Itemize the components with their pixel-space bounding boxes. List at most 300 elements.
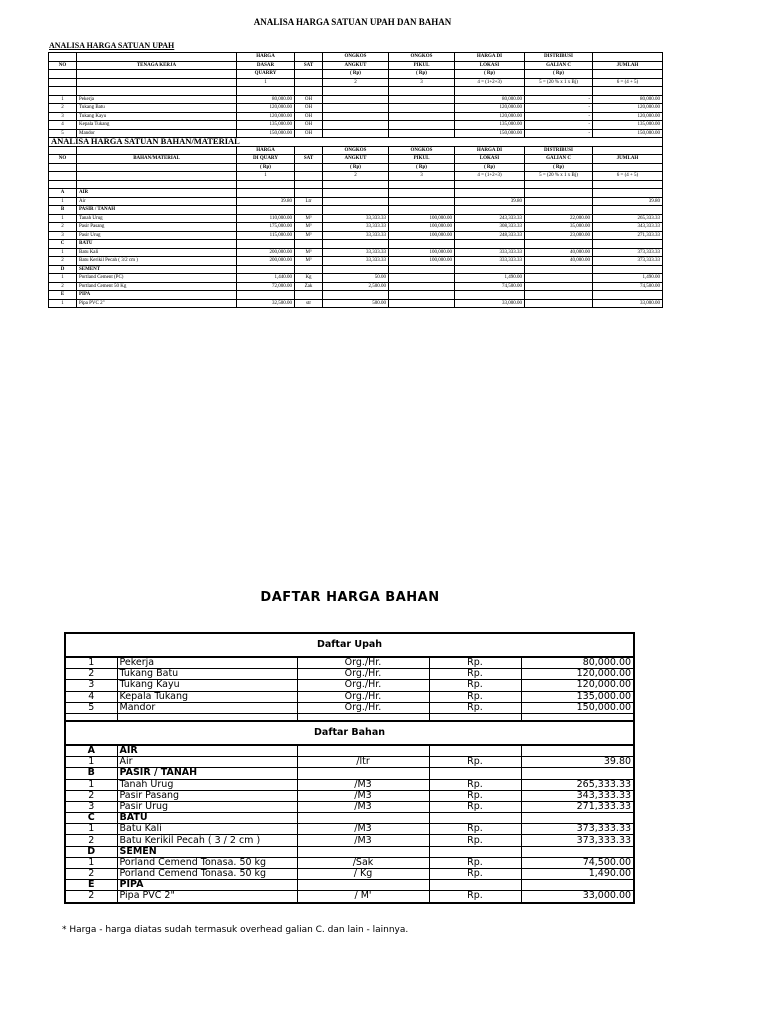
blank-row [49,180,663,189]
header-row [49,163,663,172]
daftar-no: 2 [65,790,117,801]
blank-cell [593,240,663,249]
blank-cell [297,713,429,721]
row-harga: 150,000.00 [237,129,295,138]
row-harga: 39.80 [237,197,295,206]
daftar-value: 271,333.33 [521,801,634,812]
table-row [49,95,663,104]
header-cell: BAHAN/MATERIAL [77,155,237,164]
blank-cell [429,768,521,779]
group-row [49,240,663,249]
blank-cell [297,880,429,891]
blank-cell [521,880,634,891]
daftar-sat: /M3 [297,790,429,801]
daftar-no: 2 [65,869,117,880]
blank-cell [521,813,634,824]
blank-cell [237,291,295,300]
blank-cell [237,265,295,274]
table-row [49,129,663,138]
daftar-currency: Rp. [429,757,521,768]
header-cell [49,146,77,155]
daftar-sat: /M3 [297,824,429,835]
daftar-value: 33,000.00 [521,891,634,903]
daftar-value: 120,000.00 [521,680,634,691]
row-angkut: 500.00 [323,299,389,308]
header-row [49,155,663,164]
row-lokasi: 120,000.00 [455,104,525,113]
header-cell [49,70,77,79]
daftar-value: 80,000.00 [521,657,634,669]
blank-cell [455,189,525,198]
row-angkut: 50.00 [323,274,389,283]
daftar-row [65,691,634,702]
row-galian: 40,000.00 [525,248,593,257]
row-sat: Kg [295,274,323,283]
daftar-sat: /ltr [297,757,429,768]
row-pikul [389,104,455,113]
header-cell: SAT [295,61,323,70]
formula-cell: 3 [389,172,455,181]
daftar-row [65,835,634,846]
daftar-no: 1 [65,857,117,868]
blank-cell [323,87,389,96]
group-code: E [49,291,77,300]
row-harga: 32,500.00 [237,299,295,308]
daftar-value: 373,333.33 [521,835,634,846]
header-cell: PIKUL [389,155,455,164]
daftar-group-row [65,846,634,857]
daftar-sat: / M' [297,891,429,903]
blank-cell [295,87,323,96]
blank-cell [389,189,455,198]
table-row [49,112,663,121]
row-no: 1 [49,214,77,223]
daftar-row [65,824,634,835]
row-name: Air [77,197,237,206]
blank-cell [323,180,389,189]
header-cell: JUMLAH [593,61,663,70]
blank-cell [297,846,429,857]
row-jumlah: 74,500.00 [593,282,663,291]
daftar-row [65,857,634,868]
row-harga: 1,440.00 [237,274,295,283]
header-cell: HARGA [237,53,295,62]
row-no: 2 [49,257,77,266]
blank-cell [429,713,521,721]
daftar-table [64,632,635,904]
daftar-sat: Org./Hr. [297,657,429,669]
formula-cell: 1 [237,172,295,181]
header-row [49,146,663,155]
header-row [49,53,663,62]
daftar-name: Batu Kerikil Pecah ( 3 / 2 cm ) [117,835,297,846]
group-code: A [49,189,77,198]
header-cell: ONGKOS [389,146,455,155]
row-name: Portland Cement 50 Kg [77,282,237,291]
row-galian: 23,000.00 [525,231,593,240]
row-no: 3 [49,112,77,121]
row-pikul: 100,000.00 [389,257,455,266]
blank-cell [525,291,593,300]
row-name: Portland Cement (PC) [77,274,237,283]
blank-cell [521,745,634,757]
blank-cell [525,180,593,189]
blank-cell [323,291,389,300]
daftar-group-name: AIR [117,745,297,757]
blank-cell [455,180,525,189]
row-angkut: 33,333.33 [323,214,389,223]
blank-cell [295,189,323,198]
formula-cell [77,78,237,87]
blank-cell [237,180,295,189]
row-pikul: 100,000.00 [389,231,455,240]
formula-cell: 4 = (1+2+3) [455,172,525,181]
blank-cell [77,180,237,189]
header-cell [295,53,323,62]
row-jumlah: 373,333.33 [593,257,663,266]
daftar-name: Tukang Batu [117,669,297,680]
daftar-currency: Rp. [429,657,521,669]
daftar-group-row [65,880,634,891]
header-cell: QUARRY [237,70,295,79]
row-pikul: 100,000.00 [389,214,455,223]
row-pikul [389,282,455,291]
daftar-group-code: E [65,880,117,891]
formula-row [49,78,663,87]
group-name: SEMENT [77,265,237,274]
header-cell: ONGKOS [389,53,455,62]
daftar-value: 265,333.33 [521,779,634,790]
blank-cell [429,846,521,857]
row-pikul [389,197,455,206]
row-jumlah: 343,333.33 [593,223,663,232]
daftar-group-row [65,745,634,757]
daftar-group-name: PIPA [117,880,297,891]
bahan-title-row [49,138,663,147]
table-row [49,257,663,266]
row-sat: OH [295,95,323,104]
header-cell: ( Rp) [323,163,389,172]
row-sat: Ltr [295,197,323,206]
row-name: Pasir Urug [77,231,237,240]
bahan-section-title: ANALISA HARGA SATUAN BAHAN/MATERIAL [49,138,663,147]
formula-cell [77,172,237,181]
header-cell: ONGKOS [323,146,389,155]
blank-cell [455,265,525,274]
formula-cell: 4 = (1+2+3) [455,78,525,87]
row-harga: 175,000.00 [237,223,295,232]
daftar-name: Tanah Urug [117,779,297,790]
upah-section-title: ANALISA HARGA SATUAN UPAH [49,41,175,50]
daftar-name: Pasir Pasang [117,790,297,801]
row-sat: M³ [295,214,323,223]
row-harga: 200,000.00 [237,257,295,266]
row-lokasi: 308,333.33 [455,223,525,232]
row-no: 2 [49,282,77,291]
formula-cell [295,78,323,87]
blank-cell [323,265,389,274]
row-harga: 200,000.00 [237,248,295,257]
daftar-row [65,790,634,801]
formula-cell: 2 [323,78,389,87]
daftar-name: Batu Kali [117,824,297,835]
daftar-no: 1 [65,657,117,669]
row-lokasi: 80,000.00 [455,95,525,104]
row-name: Mandor [77,129,237,138]
table-row [49,214,663,223]
daftar-row [65,801,634,812]
blank-cell [429,813,521,824]
row-angkut [323,95,389,104]
group-code: B [49,206,77,215]
row-angkut [323,104,389,113]
row-sat: OH [295,121,323,130]
daftar-name: Porland Cemend Tonasa. 50 kg [117,869,297,880]
row-pikul [389,299,455,308]
header-cell: DISTRIBUSI [525,146,593,155]
row-no: 1 [49,248,77,257]
daftar-group-row [65,813,634,824]
daftar-currency: Rp. [429,702,521,713]
row-angkut [323,197,389,206]
blank-cell [455,206,525,215]
row-no: 3 [49,231,77,240]
blank-cell [593,265,663,274]
row-no: 4 [49,121,77,130]
header-cell: ( Rp) [455,70,525,79]
row-sat: OH [295,104,323,113]
daftar-no: 4 [65,691,117,702]
header-cell: ( Rp) [389,70,455,79]
formula-cell [49,78,77,87]
header-cell: ( Rp) [455,163,525,172]
row-harga: 115,000.00 [237,231,295,240]
header-cell [295,163,323,172]
row-angkut: 33,333.33 [323,223,389,232]
daftar-value: 373,333.33 [521,824,634,835]
blank-cell [295,291,323,300]
row-name: Kepala Tukang [77,121,237,130]
table-row [49,231,663,240]
header-cell: ANGKUT [323,61,389,70]
header-cell [77,53,237,62]
blank-cell [455,87,525,96]
daftar-currency: Rp. [429,669,521,680]
table-row [49,104,663,113]
header-cell: ( Rp) [525,163,593,172]
row-galian: - [525,129,593,138]
row-angkut: 33,333.33 [323,231,389,240]
row-no: 2 [49,104,77,113]
row-jumlah: 135,000.00 [593,121,663,130]
row-name: Pekerja [77,95,237,104]
row-lokasi: 74,500.00 [455,282,525,291]
row-jumlah: 150,000.00 [593,129,663,138]
daftar-value: 74,500.00 [521,857,634,868]
header-cell: ( Rp) [525,70,593,79]
table-row [49,197,663,206]
formula-row [49,172,663,181]
header-cell [77,163,237,172]
row-pikul [389,274,455,283]
header-cell [49,163,77,172]
daftar-row [65,680,634,691]
formula-cell: 3 [389,78,455,87]
row-sat: str [295,299,323,308]
daftar-no: 1 [65,779,117,790]
daftar-group-code: A [65,745,117,757]
blank-cell [429,880,521,891]
row-name: Tukang Batu [77,104,237,113]
row-jumlah: 271,333.33 [593,231,663,240]
header-cell: DASAR [237,61,295,70]
daftar-name: Pipa PVC 2" [117,891,297,903]
daftar-row [65,779,634,790]
daftar-no: 2 [65,669,117,680]
formula-cell [295,172,323,181]
header-cell: HARGA [237,146,295,155]
blank-cell [297,745,429,757]
daftar-row [65,702,634,713]
row-name: Tanah Urug [77,214,237,223]
daftar-sat: /M3 [297,801,429,812]
row-no: 5 [49,129,77,138]
header-cell: TENAGA KERJA [77,61,237,70]
page-title: ANALISA HARGA SATUAN UPAH DAN BAHAN [253,17,452,27]
header-cell [77,70,237,79]
row-jumlah: 1,490.00 [593,274,663,283]
daftar-upah-head [65,633,634,657]
blank-row [49,87,663,96]
row-sat: M³ [295,231,323,240]
daftar-group-row [65,768,634,779]
daftar-name: Pekerja [117,657,297,669]
row-harga: 72,000.00 [237,282,295,291]
row-lokasi: 333,333.33 [455,248,525,257]
header-cell: DISTRIBUSI [525,53,593,62]
table-row [49,223,663,232]
daftar-upah-head-title: Daftar Upah [65,633,634,657]
row-harga: 80,000.00 [237,95,295,104]
header-cell: ( Rp) [237,163,295,172]
blank-cell [323,206,389,215]
header-cell: LOKASI [455,155,525,164]
row-galian: - [525,112,593,121]
daftar-no: 3 [65,680,117,691]
row-sat: OH [295,129,323,138]
daftar-title: DAFTAR HARGA BAHAN [260,590,440,605]
daftar-bahan-head-title: Daftar Bahan [65,721,634,745]
row-sat: OH [295,112,323,121]
daftar-sat: /M3 [297,779,429,790]
analisa-table [48,52,663,308]
row-jumlah: 39.80 [593,197,663,206]
blank-cell [525,265,593,274]
daftar-name: Porland Cemend Tonasa. 50 kg [117,857,297,868]
table-row [49,274,663,283]
blank-cell [525,206,593,215]
formula-cell: 5 = (20 % x 1 x Bj) [525,78,593,87]
row-name: Pipa PVC 2" [77,299,237,308]
blank-cell [455,291,525,300]
row-harga: 120,000.00 [237,112,295,121]
group-name: BATU [77,240,237,249]
daftar-sat: / Kg [297,869,429,880]
daftar-no: 5 [65,702,117,713]
group-code: D [49,265,77,274]
daftar-value: 1,490.00 [521,869,634,880]
daftar-group-code: D [65,846,117,857]
header-cell: SAT [295,155,323,164]
row-name: Batu Kali [77,248,237,257]
group-name: AIR [77,189,237,198]
formula-cell: 5 = (20 % x 1 x Bj) [525,172,593,181]
blank-cell [593,189,663,198]
daftar-sat: Org./Hr. [297,669,429,680]
row-galian: 40,000.00 [525,257,593,266]
header-cell [593,70,663,79]
header-row [49,70,663,79]
row-sat: Zak [295,282,323,291]
group-name: PIPA [77,291,237,300]
daftar-sat: Org./Hr. [297,680,429,691]
blank-cell [525,87,593,96]
blank-cell [295,206,323,215]
daftar-sat: /M3 [297,835,429,846]
daftar-group-code: B [65,768,117,779]
table-row [49,248,663,257]
blank-cell [521,768,634,779]
header-cell: DI QUARY [237,155,295,164]
daftar-currency: Rp. [429,857,521,868]
row-pikul [389,95,455,104]
daftar-row [65,669,634,680]
row-no: 1 [49,95,77,104]
row-lokasi: 243,333.33 [455,214,525,223]
row-lokasi: 1,490.00 [455,274,525,283]
header-cell: JUMLAH [593,155,663,164]
table-row [49,299,663,308]
blank-cell [323,189,389,198]
row-sat: M³ [295,248,323,257]
row-no: 1 [49,197,77,206]
daftar-row [65,891,634,903]
row-galian [525,282,593,291]
daftar-currency: Rp. [429,835,521,846]
header-cell [295,70,323,79]
daftar-currency: Rp. [429,691,521,702]
blank-cell [525,189,593,198]
blank-cell [77,87,237,96]
header-cell [295,146,323,155]
row-galian: 22,000.00 [525,214,593,223]
header-cell: HARGA DI [455,53,525,62]
daftar-value: 343,333.33 [521,790,634,801]
formula-cell: 2 [323,172,389,181]
header-cell: ANGKUT [323,155,389,164]
row-jumlah: 80,000.00 [593,95,663,104]
group-row [49,265,663,274]
daftar-group-code: C [65,813,117,824]
header-cell [593,163,663,172]
daftar-name: Mandor [117,702,297,713]
row-sat: M³ [295,223,323,232]
row-angkut [323,112,389,121]
formula-cell: 6 = (4 + 5) [593,172,663,181]
header-cell: PIKUL [389,61,455,70]
row-angkut [323,121,389,130]
group-row [49,291,663,300]
